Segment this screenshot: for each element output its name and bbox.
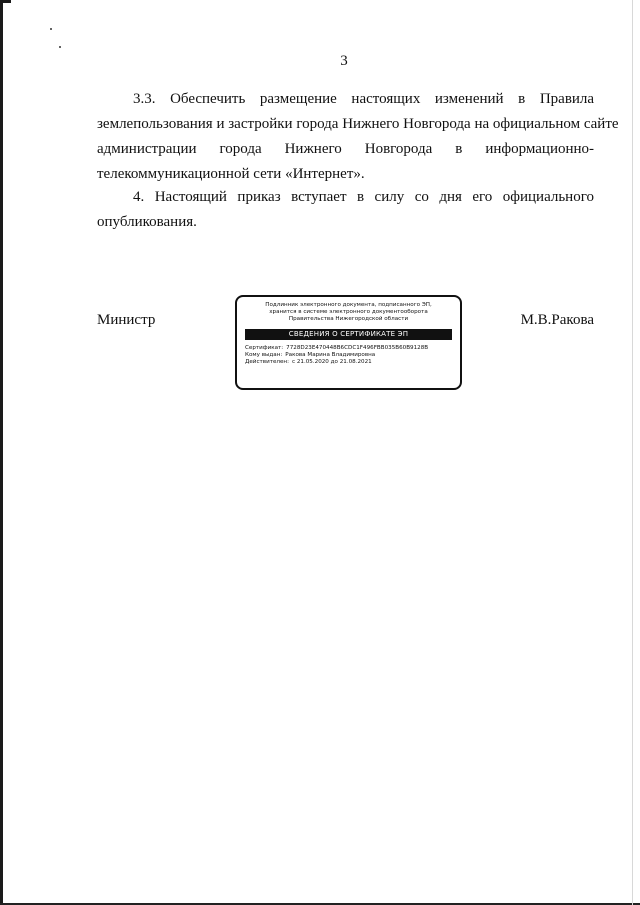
paragraph-last-line: опубликования. [97,214,197,230]
position-title: Министр [97,312,156,328]
paragraph-line: 4. Настоящий приказ вступает в силу со дня его официального [133,189,594,205]
scan-speck [50,28,52,30]
scan-speck [59,46,61,48]
scan-border-left [0,0,3,905]
scan-border-top [3,0,11,3]
stamp-certificate-row: Сертификат: 7728D23E470448B6CDC1F496FBB035B60B9128B [245,345,429,351]
stamp-issued-to-row: Кому выдан: Ракова Марина Владимировна [245,352,376,358]
paragraph-line: землепользования и застройки города Нижнего Новгорода на официальном сайте [97,116,619,132]
page-number: 3 [340,53,348,69]
paragraph-last-line: телекоммуникационной сети «Интернет». [97,166,365,182]
e-signature-stamp [235,295,462,390]
stamp-header-line: хранится в системе электронного документооборота [269,309,428,315]
stamp-header-line: Подлинник электронного документа, подписанного ЭП, [265,302,432,308]
paragraph-4 [97,185,594,235]
paragraph-line: администрации города Нижнего Новгорода в информационно- [97,141,595,157]
stamp-header-line: Правительства Нижегородской области [288,316,409,322]
scan-border-right [632,0,633,905]
stamp-validity-row: Действителен: с 21.05.2020 до 21.08.2021 [245,359,372,365]
paragraph-3-3 [97,87,619,187]
signer-name: М.В.Ракова [520,312,594,328]
paragraph-line: 3.3. Обеспечить размещение настоящих изменений в Правила [133,91,595,107]
stamp-header [237,302,460,323]
stamp-title-bar: СВЕДЕНИЯ О СЕРТИФИКАТЕ ЭП [245,329,452,340]
